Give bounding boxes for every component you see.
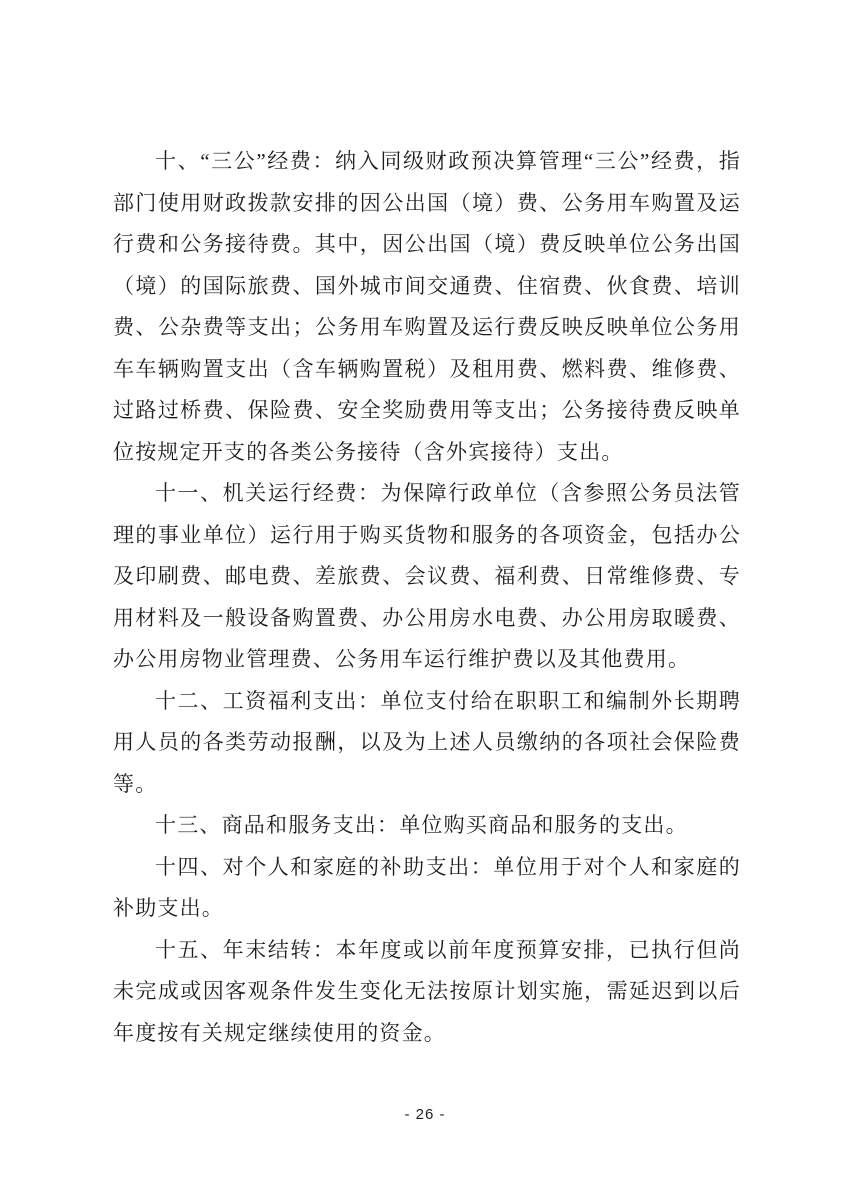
- document-body: [113, 141, 741, 1054]
- paragraph-salary-welfare-expenditure: 十二、工资福利支出：单位支付给在职职工和编制外长期聘用人员的各类劳动报酬，以及为上述人员缴纳的各项社会保险费等。: [113, 688, 741, 796]
- paragraph-individual-family-subsidy: 十四、对个人和家庭的补助支出：单位用于对个人和家庭的补助支出。: [113, 854, 741, 920]
- paragraph-sangong-expenses: 十、“三公”经费：纳入同级财政预决算管理“三公”经费，指部门使用财政拨款安排的因公出国（境）费、公务用车购置及运行费和公务接待费。其中，因公出国（境）费反映单位公务出国（境）的国际旅费、国外城市间交通费、住宿费、伙食费、培训费、公杂费等支出；公务用车购置及运行费反映反映单位公务用车车辆购置支出（含车辆购置税）及租用费、燃料费、维修费、过路过桥费、保险费、安全奖励费用等支出；公务接待费反映单位按规定开支的各类公务接待（含外宾接待）支出。: [113, 149, 741, 464]
- page-number: - 26 -: [404, 1106, 446, 1123]
- paragraph-agency-operating-funds: 十一、机关运行经费：为保障行政单位（含参照公务员法管理的事业单位）运行用于购买货物和服务的各项资金，包括办公及印刷费、邮电费、差旅费、会议费、福利费、日常维修费、专用材料及一般设备购置费、办公用房水电费、办公用房取暖费、办公用房物业管理费、公务用车运行维护费以及其他费用。: [113, 481, 741, 671]
- paragraph-year-end-carryover: 十五、年末结转：本年度或以前年度预算安排，已执行但尚未完成或因客观条件发生变化无法按原计划实施，需延迟到以后年度按有关规定继续使用的资金。: [113, 937, 741, 1045]
- paragraph-goods-services-expenditure: 十三、商品和服务支出：单位购买商品和服务的支出。: [155, 813, 688, 837]
